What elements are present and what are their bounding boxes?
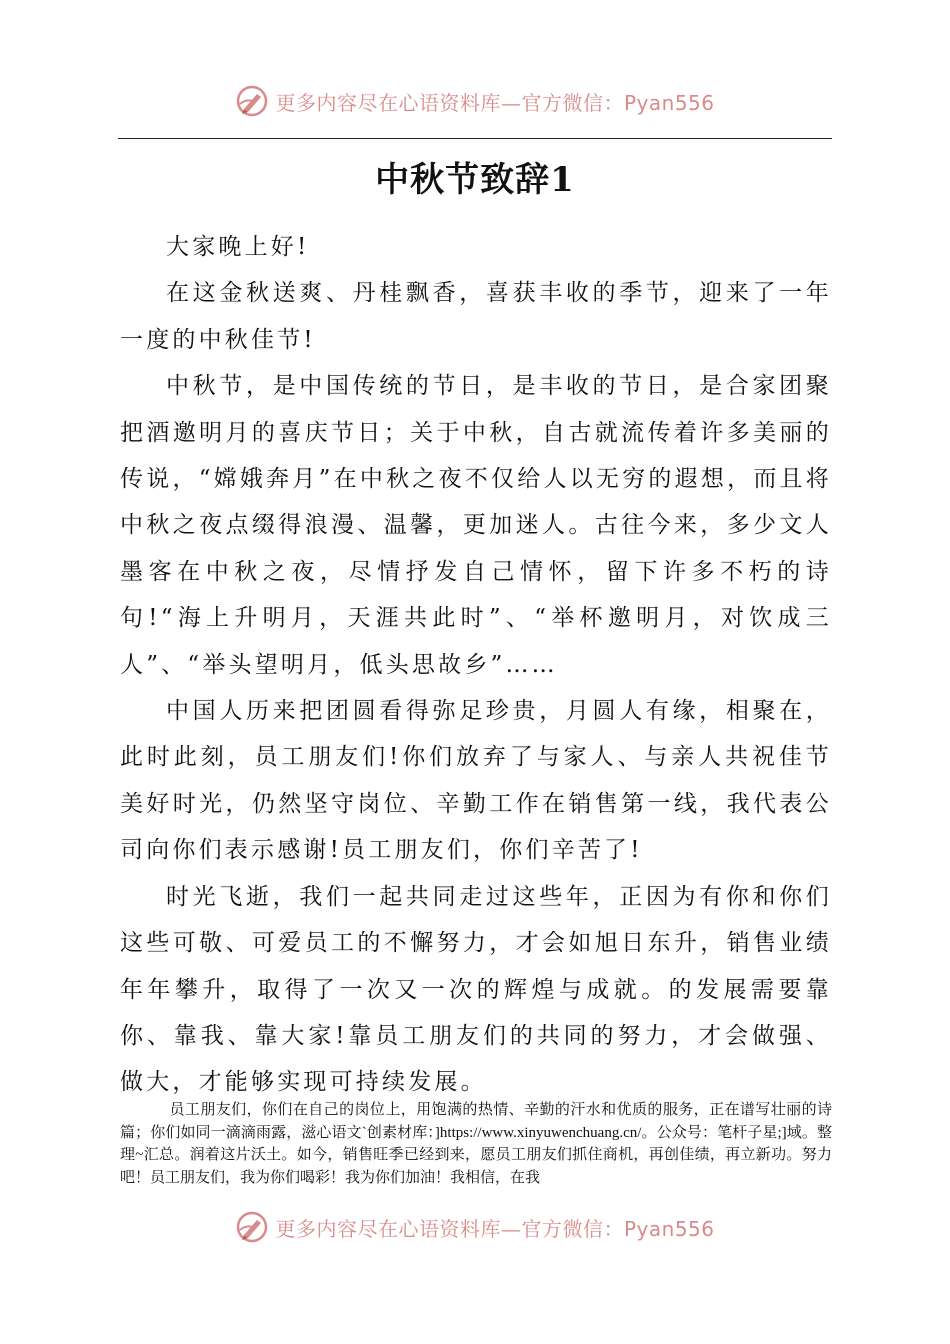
small-paragraph: 员工朋友们，你们在自己的岗位上，用饱满的热情、辛勤的汗水和优质的服务，正在谱写壮丽的诗篇；你们如同一滴滴雨露，滋心语文`创素材库：]https://www.xinyuwenchuang.cn/。公众号：笔杆子星;]域。整理~汇总。润着这片沃土。如今，销售旺季已经到来，愿员工朋友们抓住商机，再创佳绩，再立新功。努力吧！员工朋友们，我为你们喝彩！我为你们加油！我相信，在我 (120, 1102, 832, 1186)
small-print-block (120, 1099, 832, 1189)
paragraph: 大家晚上好! (166, 234, 310, 260)
pen-logo-icon (235, 1210, 269, 1244)
document-body (120, 224, 832, 1106)
pen-logo-icon (235, 84, 269, 118)
wechat-id: Pyan556 (623, 90, 715, 115)
document-title: 中秋节致辞1 (375, 160, 575, 200)
paragraph: 时光飞逝，我们一起共同走过这些年，正因为有你和你们这些可敬、可爱员工的不懈努力，才会如旭日东升，销售业绩年年攀升，取得了一次又一次的辉煌与成就。的发展需要靠你、靠我、靠大家!靠员工朋友们的共同的努力，才会做强、做大，才能够实现可持续发展。 (120, 883, 832, 1096)
banner-text: 更多内容尽在心语资料库—官方微信：Pyan556 (275, 1216, 715, 1241)
banner-text: 更多内容尽在心语资料库—官方微信：Pyan556 (275, 90, 715, 115)
paragraph: 中国人历来把团圆看得弥足珍贵，月圆人有缘，相聚在，此时此刻，员工朋友们!你们放弃了与家人、与亲人共祝佳节美好时光，仍然坚守岗位、辛勤工作在销售第一线，我代表公司向你们表示感谢!员工朋友们，你们辛苦了! (120, 698, 832, 864)
header-banner (0, 84, 950, 118)
footer-banner (0, 1210, 950, 1244)
header-divider (118, 138, 832, 139)
paragraph: 在这金秋送爽、丹桂飘香，喜获丰收的季节，迎来了一年一度的中秋佳节! (120, 280, 832, 353)
wechat-id: Pyan556 (623, 1216, 715, 1241)
paragraph: 中秋节，是中国传统的节日，是丰收的节日，是合家团聚把酒邀明月的喜庆节日；关于中秋，自古就流传着许多美丽的传说，“嫦娥奔月”在中秋之夜不仅给人以无穷的遐想，而且将中秋之夜点缀得浪漫、温馨，更加迷人。古往今来，多少文人墨客在中秋之夜，尽情抒发自己情怀，留下许多不朽的诗句!“海上升明月，天涯共此时”、“举杯邀明月，对饮成三人”、“举头望明月，低头思故乡”…… (120, 373, 832, 678)
